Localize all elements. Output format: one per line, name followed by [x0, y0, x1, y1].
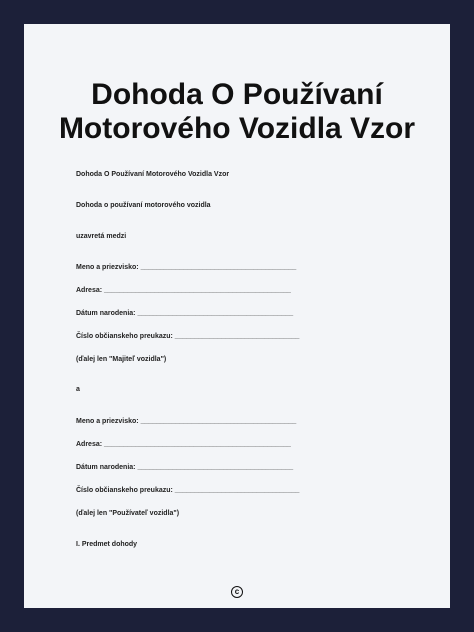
- doc-heading: Dohoda O Používaní Motorového Vozidla Vzor: [76, 171, 230, 178]
- owner-name-field: Meno a priezvisko: ________________________________________: [76, 264, 297, 271]
- user-address-field: Adresa: ________________________________________________: [76, 441, 291, 448]
- user-name-field: Meno a priezvisko: ________________________________________: [76, 418, 297, 425]
- title-line-1: Dohoda O Používaní: [91, 78, 383, 111]
- user-id-field: Číslo občianskeho preukazu: ________________________________: [76, 487, 300, 494]
- and-separator: a: [76, 386, 80, 393]
- user-birthdate-field: Dátum narodenia: ________________________________________: [76, 464, 294, 471]
- agreement-subtitle: Dohoda o používaní motorového vozidla: [76, 202, 211, 209]
- owner-role-note: (ďalej len "Majiteľ vozidla"): [76, 356, 167, 363]
- concluded-between: uzavretá medzi: [76, 233, 127, 240]
- owner-id-field: Číslo občianskeho preukazu: ________________________________: [76, 333, 300, 340]
- title-line-2: Motorového Vozidla Vzor: [58, 112, 416, 145]
- copyright-icon: c: [231, 586, 243, 598]
- owner-birthdate-field: Dátum narodenia: ________________________________________: [76, 310, 294, 317]
- document-title: [24, 78, 450, 146]
- owner-address-field: Adresa: ________________________________________________: [76, 287, 291, 294]
- section-heading: I. Predmet dohody: [76, 541, 138, 548]
- user-role-note: (ďalej len "Používateľ vozidla"): [76, 510, 180, 517]
- document-page: [24, 24, 450, 608]
